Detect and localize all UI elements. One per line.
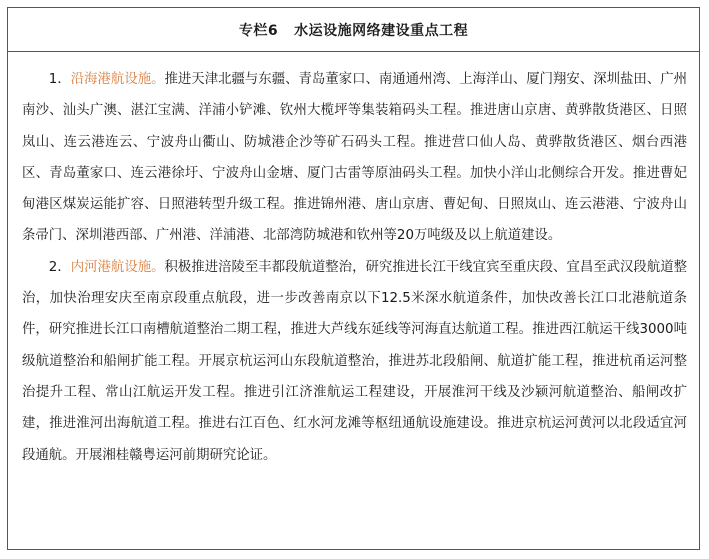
section-coastal — [22, 64, 687, 252]
column-box — [7, 7, 700, 550]
section-text: 积极推进涪陵至丰都段航道整治，研究推进长江干线宜宾至重庆段、宜昌至武汉段航道整治，加快治理安庆至南京段重点航段，进一步改善南京以下12.5米深水航道条件，加快改善长江口北港航道条件，研究推进长江口南槽航道整治二期工程，推进大芦线东延线等河海直达航道工程。推进西江航运干线3000吨级航道整治和船闸扩能工程。开展京杭运河山东段航道整治，推进苏北段船闸、航道扩能工程，推进杭甬运河整治提升工程、常山江航运开发工程。推进引江济淮航运工程建设，开展淮河干线及沙颍河航道整治、船闸改扩建，推进淮河出海航道工程。推进右江百色、红水河龙滩等枢纽通航设施建设。推进京杭运河黄河以北段适宜河段通航。开展湘桂赣粤运河前期研究论证。 — [22, 259, 687, 463]
section-inland — [22, 252, 687, 471]
section-text: 推进天津北疆与东疆、青岛董家口、南通通州湾、上海洋山、厦门翔安、深圳盐田、广州南沙、汕头广澳、湛江宝满、洋浦小铲滩、钦州大榄坪等集装箱码头工程。推进唐山京唐、黄骅散货港区、日照岚山、连云港连云、宁波舟山衢山、防城港企沙等矿石码头工程。推进营口仙人岛、黄骅散货港区、烟台西港区、青岛董家口、连云港徐圩、宁波舟山金塘、厦门古雷等原油码头工程。加快小洋山北侧综合开发。推进曹妃甸港区煤炭运能扩容、日照港转型升级工程。推进锦州港、唐山京唐、曹妃甸、日照岚山、连云港港、宁波舟山条帚门、深圳港西部、广州港、洋浦港、北部湾防城港和钦州等20万吨级及以上航道建设。 — [22, 72, 687, 244]
box-title-text: 水运设施网络建设重点工程 — [294, 22, 469, 39]
box-title — [8, 8, 699, 52]
box-content — [8, 52, 699, 471]
section-number: 2． — [48, 259, 71, 275]
section-number: 1． — [48, 72, 71, 87]
section-heading: 内河港航设施。 — [70, 259, 165, 275]
section-heading: 沿海港航设施。 — [70, 72, 165, 87]
box-label: 专栏6 — [238, 22, 279, 39]
